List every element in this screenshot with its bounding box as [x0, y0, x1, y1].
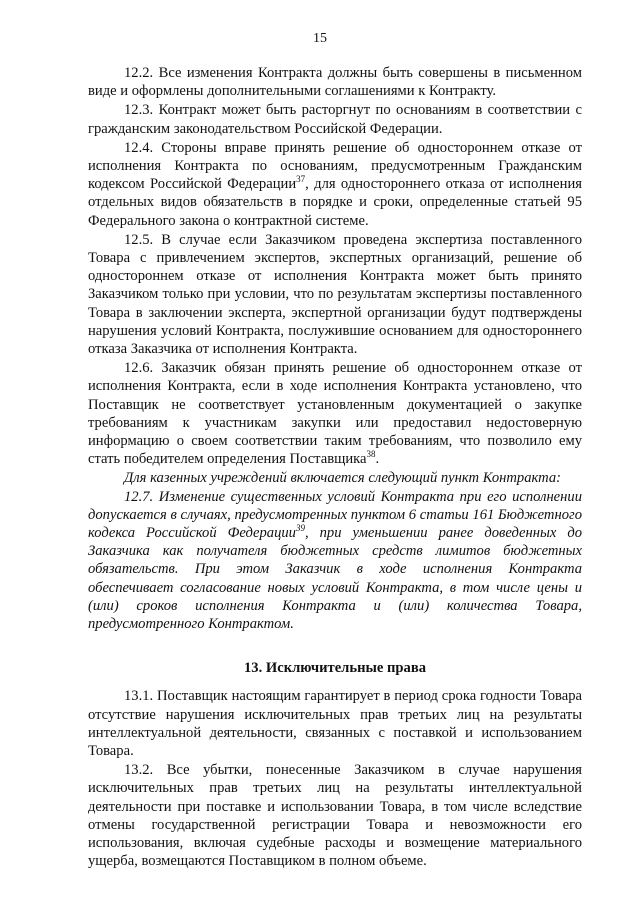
clause-12-3: 12.3. Контракт может быть расторгнут по основаниям в соответствии с гражданским законодательством Российской Федерации. — [88, 102, 582, 137]
clause-13-1: 13.1. Поставщик настоящим гарантирует в период срока годности Товара отсутствие нарушения исключительных прав третьих лиц на результаты интеллектуальной деятельности, связанных с поставкой и использованием Товара. — [88, 688, 582, 759]
footnote-ref-38: 38 — [366, 449, 376, 460]
clause-12-5: 12.5. В случае если Заказчиком проведена экспертиза поставленного Товара с привлечением экспертов, экспертных организаций, решение об одностороннем отказе от исполнения Контракта может быть принято Заказчиком только при условии, что по результатам экспертизы поставленного Товара в заключении эксперта, экспертной организации будут подтверждены нарушения условий Контракта, послужившие основанием для одностороннего отказа Заказчика от исполнения Контракта. — [88, 231, 582, 358]
clause-12-6 — [88, 359, 582, 468]
clause-12-2: 12.2. Все изменения Контракта должны быть совершены в письменном виде и оформлены дополнительными соглашениями к Контракту. — [88, 65, 582, 100]
clause-12-4 — [88, 139, 582, 230]
page-number: 15 — [313, 31, 327, 46]
clause-12-7 — [88, 488, 582, 634]
kazennye-notice: Для казенных учреждений включается следующий пункт Контракта: — [124, 470, 562, 487]
clause-12-4-text-start: 12.4. Стороны вправе принять решение об одностороннем отказе от исполнения Контракта по основаниям, предусмотренным Гражданским кодексом Российской Федерации — [88, 139, 582, 193]
clause-12-4-text-end: , для одностороннего отказа от исполнения отдельных видов обязательств в порядке и сроки, определенные статьей 95 Федерального закона о контрактной системе. — [88, 176, 582, 229]
footnote-ref-39: 39 — [295, 523, 305, 534]
clause-12-7-text-end: , при уменьшении ранее доведенных до Заказчика как получателя бюджетных средств лимитов бюджетных обязательств. При этом Заказчик в ходе исполнения Контракта обеспечивает согласование новых условий Контракта, в том числе цены и (или) сроков исполнения Контракта и (или) количества Товара, предусмотренного Контрактом. — [88, 525, 582, 633]
document-body — [88, 64, 582, 870]
footnote-ref-37: 37 — [296, 174, 306, 185]
clause-12-7-text-start: 12.7. Изменение существенных условий Контракта при его исполнении допускается в случаях, предусмотренных пунктом 6 статьи 161 Бюджетного кодекса Российской Федерации — [88, 488, 582, 542]
clause-12-6-text-end: . — [375, 451, 380, 468]
section-13-heading: 13. Исключительные права — [243, 660, 427, 677]
clause-12-6-text-start: 12.6. Заказчик обязан принять решение об одностороннем отказе от исполнения Контракта, если в ходе исполнения Контракта установлено, что Поставщик не соответствует установленным документацией о закупке требованиям к участникам закупки или предоставил недостоверную информацию о своем соответствии таким требованиям, что позволило ему стать победителем определения Поставщика — [88, 360, 582, 468]
clause-13-2: 13.2. Все убытки, понесенные Заказчиком в случае нарушения исключительных прав третьих лиц на результаты интеллектуальной деятельности при поставке и использовании Товара, в том числе вследствие отмены государственной регистрации Товара и невозможности его использования, включая судебные расходы и возмещение материального ущерба, возмещаются Поставщиком в полном объеме. — [88, 762, 582, 870]
